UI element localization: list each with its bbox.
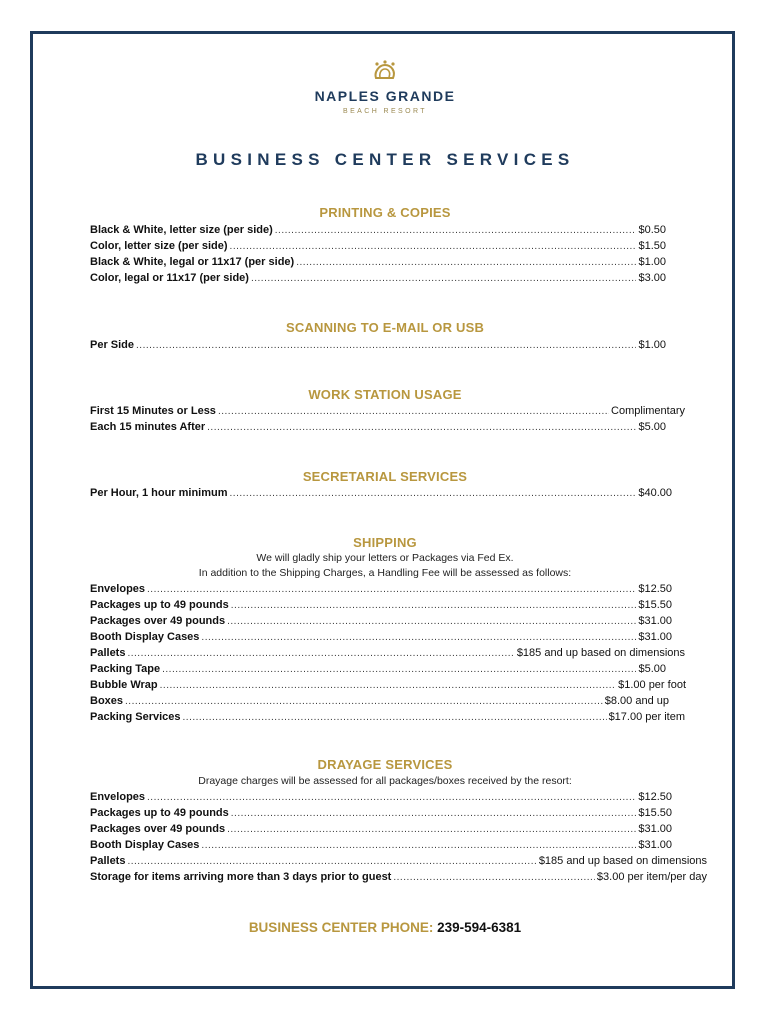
leader-dots (147, 582, 636, 597)
leader-dots (231, 806, 637, 821)
leader-dots (227, 822, 636, 837)
row-value: $31.00 (638, 823, 672, 835)
row-label: Bubble Wrap (90, 679, 158, 691)
leader-dots (127, 854, 536, 869)
section-title-shipping: SHIPPING (353, 535, 417, 550)
row-value: $5.00 (638, 663, 666, 675)
price-row (90, 630, 672, 645)
leader-dots (125, 694, 603, 709)
row-value: $1.50 (638, 240, 666, 252)
row-value: $12.50 (638, 791, 672, 803)
row-label: Pallets (90, 647, 126, 659)
leader-dots (231, 598, 637, 613)
row-value: $185 and up based on dimensions (538, 855, 707, 867)
row-label: Storage for items arriving more than 3 days prior to guest (90, 871, 392, 883)
row-label: Boxes (90, 695, 124, 707)
shell-logo-icon (371, 60, 399, 82)
row-value: $0.50 (638, 224, 666, 236)
price-row (90, 646, 685, 661)
leader-dots (207, 420, 636, 435)
leader-dots (201, 838, 636, 853)
leader-dots (162, 662, 636, 677)
row-value: $3.00 (638, 272, 666, 284)
leader-dots (230, 486, 637, 501)
price-row (90, 223, 666, 238)
row-value: $5.00 (638, 421, 666, 433)
leader-dots (296, 255, 636, 270)
leader-dots (251, 271, 637, 286)
shipping-note-1: We will gladly ship your letters or Packages via Fed Ex. (256, 552, 514, 564)
leader-dots (136, 338, 636, 353)
price-row (90, 822, 672, 837)
price-row (90, 678, 686, 693)
price-row (90, 710, 685, 725)
row-value: $40.00 (638, 487, 672, 499)
leader-dots (127, 646, 514, 661)
leader-dots (183, 710, 607, 725)
drayage-note: Drayage charges will be assessed for all packages/boxes received by the resort: (198, 775, 572, 787)
leader-dots (230, 239, 637, 254)
page-title: BUSINESS CENTER SERVICES (195, 150, 575, 169)
price-row (90, 854, 707, 869)
row-label: Black & White, legal or 11x17 (per side) (90, 256, 295, 268)
leader-dots (393, 870, 595, 885)
brand-name: NAPLES GRANDE (314, 88, 456, 104)
leader-dots (275, 223, 637, 238)
section-title-drayage: DRAYAGE SERVICES (317, 757, 453, 772)
price-row (90, 420, 666, 435)
price-row (90, 271, 666, 286)
row-label: Envelopes (90, 583, 146, 595)
section-title-secretarial: SECRETARIAL SERVICES (302, 469, 468, 484)
row-value: $12.50 (638, 583, 672, 595)
row-value: $31.00 (638, 631, 672, 643)
row-value: Complimentary (611, 405, 685, 417)
row-label: Booth Display Cases (90, 631, 200, 643)
price-row (90, 338, 666, 353)
row-label: Packages up to 49 pounds (90, 599, 229, 611)
row-value: $15.50 (638, 599, 672, 611)
row-value: $8.00 and up (604, 695, 669, 707)
row-label: Envelopes (90, 791, 146, 803)
row-label: Packages up to 49 pounds (90, 807, 229, 819)
row-label: First 15 Minutes or Less (90, 405, 216, 417)
shipping-note-2: In addition to the Shipping Charges, a Handling Fee will be assessed as follows: (198, 567, 572, 579)
row-label: Packing Tape (90, 663, 161, 675)
row-label: Color, legal or 11x17 (per side) (90, 272, 249, 284)
price-row (90, 239, 666, 254)
row-value: $3.00 per item/per day (596, 871, 707, 883)
logo (0, 60, 770, 115)
row-value: $31.00 (638, 615, 672, 627)
row-value: $1.00 per foot (618, 679, 686, 691)
leader-dots (147, 790, 636, 805)
row-label: Color, letter size (per side) (90, 240, 228, 252)
price-row (90, 790, 672, 805)
row-value: $185 and up based on dimensions (516, 647, 685, 659)
row-label: Packages over 49 pounds (90, 615, 226, 627)
section-title-printing: PRINTING & COPIES (319, 205, 451, 220)
row-value: $15.50 (638, 807, 672, 819)
price-row (90, 806, 672, 821)
row-label: Pallets (90, 855, 126, 867)
row-value: $31.00 (638, 839, 672, 851)
price-row (90, 870, 707, 885)
phone-label: BUSINESS CENTER PHONE: (248, 920, 434, 935)
row-value: $1.00 (638, 256, 666, 268)
row-label: Booth Display Cases (90, 839, 200, 851)
business-center-phone (0, 920, 770, 935)
row-value: $1.00 (638, 339, 666, 351)
leader-dots (201, 630, 636, 645)
row-label: Per Side (90, 339, 135, 351)
row-label: Black & White, letter size (per side) (90, 224, 273, 236)
price-row (90, 694, 669, 709)
row-label: Packages over 49 pounds (90, 823, 226, 835)
leader-dots (160, 678, 616, 693)
price-row (90, 582, 672, 597)
section-title-workstation: WORK STATION USAGE (308, 387, 462, 402)
row-value: $17.00 per item (608, 711, 685, 723)
price-row (90, 838, 672, 853)
price-row (90, 662, 666, 677)
row-label: Packing Services (90, 711, 181, 723)
row-label: Each 15 minutes After (90, 421, 206, 433)
phone-number[interactable]: 239-594-6381 (437, 920, 522, 935)
price-row (90, 614, 672, 629)
price-row (90, 404, 685, 419)
price-row (90, 486, 672, 501)
row-label: Per Hour, 1 hour minimum (90, 487, 228, 499)
price-row (90, 255, 666, 270)
leader-dots (218, 404, 609, 419)
price-row (90, 598, 672, 613)
leader-dots (227, 614, 636, 629)
section-title-scanning: SCANNING TO E-MAIL OR USB (285, 320, 485, 335)
brand-subtitle: BEACH RESORT (343, 108, 427, 115)
